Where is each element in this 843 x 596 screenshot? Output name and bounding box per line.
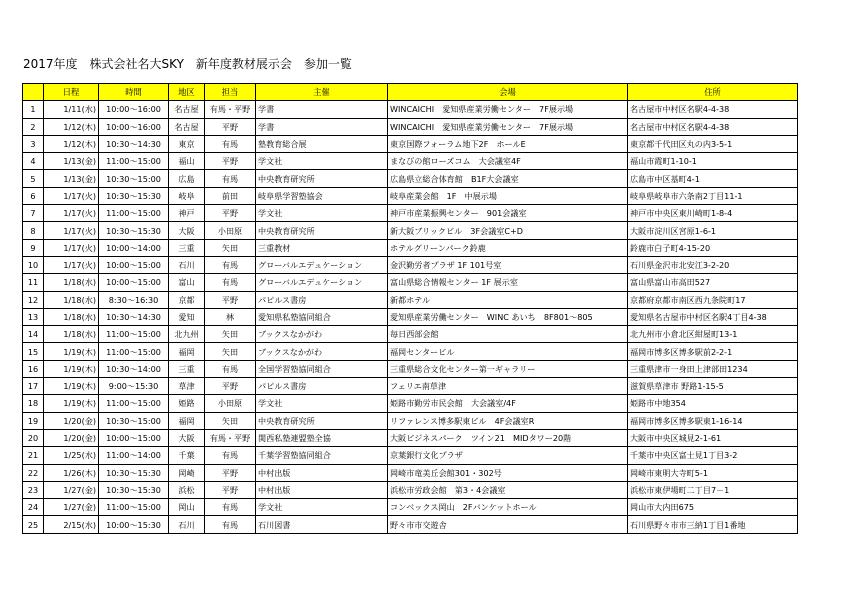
date-cell: 1/19(木) bbox=[44, 395, 99, 412]
venue-cell: 岐阜産業会館 1F 中展示場 bbox=[388, 187, 628, 204]
date-cell: 1/13(金) bbox=[44, 153, 99, 170]
time-cell: 9:00～15:30 bbox=[99, 378, 169, 395]
organizer-cell: 中村出版 bbox=[256, 481, 388, 498]
address-cell: 福岡市博多区博多駅前2-2-1 bbox=[628, 343, 798, 360]
time-cell: 10:30～15:00 bbox=[99, 170, 169, 187]
table-row bbox=[23, 326, 798, 343]
date-cell: 1/19(木) bbox=[44, 343, 99, 360]
table-row bbox=[23, 205, 798, 222]
staff-cell: 平野 bbox=[205, 378, 256, 395]
date-cell: 1/17(火) bbox=[44, 239, 99, 256]
organizer-cell: 塾教育総合展 bbox=[256, 135, 388, 152]
table-row bbox=[23, 481, 798, 498]
venue-cell: 広島県立総合体育館 B1F大会議室 bbox=[388, 170, 628, 187]
staff-cell: 有馬 bbox=[205, 360, 256, 377]
area-cell: 神戸 bbox=[169, 205, 205, 222]
time-cell: 11:00～15:00 bbox=[99, 395, 169, 412]
address-cell: 北九州市小倉北区紺屋町13-1 bbox=[628, 326, 798, 343]
staff-cell: 平野 bbox=[205, 205, 256, 222]
staff-cell: 平野 bbox=[205, 291, 256, 308]
area-cell: 石川 bbox=[169, 256, 205, 273]
time-cell: 10:30～14:00 bbox=[99, 360, 169, 377]
venue-cell: 岡崎市竜美丘会館301・302号 bbox=[388, 464, 628, 481]
venue-cell: WINCAICHI 愛知県産業労働センター 7F展示場 bbox=[388, 101, 628, 118]
venue-cell: ホテルグリーンパーク鈴鹿 bbox=[388, 239, 628, 256]
venue-cell: 新大阪ブリックビル 3F会議室C+D bbox=[388, 222, 628, 239]
staff-cell: 林 bbox=[205, 308, 256, 325]
area-cell: 愛知 bbox=[169, 308, 205, 325]
table-row bbox=[23, 412, 798, 429]
staff-cell: 有馬 bbox=[205, 447, 256, 464]
time-cell: 11:00～15:00 bbox=[99, 153, 169, 170]
organizer-cell: 関西私塾連盟塾全協 bbox=[256, 429, 388, 446]
date-cell: 1/19(木) bbox=[44, 360, 99, 377]
time-cell: 11:00～15:00 bbox=[99, 343, 169, 360]
date-cell: 1/18(水) bbox=[44, 291, 99, 308]
date-cell: 1/27(金) bbox=[44, 499, 99, 516]
venue-cell: 大阪ビジネスパーク ツイン21 MIDタワー20階 bbox=[388, 429, 628, 446]
venue-cell: コンベックス岡山 2Fバンケットホール bbox=[388, 499, 628, 516]
address-cell: 三重県津市一身田上津部田1234 bbox=[628, 360, 798, 377]
table-row bbox=[23, 516, 798, 533]
table-row bbox=[23, 378, 798, 395]
table-row bbox=[23, 153, 798, 170]
time-cell: 10:30～14:30 bbox=[99, 308, 169, 325]
address-cell: 姫路市中地354 bbox=[628, 395, 798, 412]
date-cell: 1/17(火) bbox=[44, 187, 99, 204]
table-row bbox=[23, 447, 798, 464]
time-cell: 10:00～15:00 bbox=[99, 256, 169, 273]
area-cell: 草津 bbox=[169, 378, 205, 395]
address-cell: 岐阜県岐阜市六条南2丁目11-1 bbox=[628, 187, 798, 204]
time-cell: 10:00～15:00 bbox=[99, 429, 169, 446]
area-cell: 北九州 bbox=[169, 326, 205, 343]
area-cell: 浜松 bbox=[169, 481, 205, 498]
organizer-cell: 中央教育研究所 bbox=[256, 170, 388, 187]
row-number: 4 bbox=[23, 153, 44, 170]
table-header-row bbox=[23, 84, 798, 101]
address-cell: 名古屋市中村区名駅4-4-38 bbox=[628, 118, 798, 135]
table-row bbox=[23, 256, 798, 273]
address-cell: 岡山市大内田675 bbox=[628, 499, 798, 516]
table-row bbox=[23, 464, 798, 481]
venue-cell: 京葉銀行文化プラザ bbox=[388, 447, 628, 464]
area-cell: 名古屋 bbox=[169, 118, 205, 135]
table-row bbox=[23, 343, 798, 360]
header-address: 住所 bbox=[628, 84, 798, 101]
venue-cell: 三重県総合文化センター第一ギャラリー bbox=[388, 360, 628, 377]
venue-cell: 神戸市産業振興センター 901会議室 bbox=[388, 205, 628, 222]
area-cell: 岐阜 bbox=[169, 187, 205, 204]
table-row bbox=[23, 291, 798, 308]
row-number: 7 bbox=[23, 205, 44, 222]
address-cell: 神戸市中央区東川崎町1-8-4 bbox=[628, 205, 798, 222]
area-cell: 福岡 bbox=[169, 343, 205, 360]
address-cell: 名古屋市中村区名駅4-4-38 bbox=[628, 101, 798, 118]
organizer-cell: パピルス書房 bbox=[256, 378, 388, 395]
area-cell: 三重 bbox=[169, 360, 205, 377]
date-cell: 1/17(火) bbox=[44, 222, 99, 239]
area-cell: 石川 bbox=[169, 516, 205, 533]
time-cell: 10:30～15:30 bbox=[99, 187, 169, 204]
area-cell: 富山 bbox=[169, 274, 205, 291]
row-number: 20 bbox=[23, 429, 44, 446]
address-cell: 石川県金沢市北安江3-2-20 bbox=[628, 256, 798, 273]
organizer-cell: 中村出版 bbox=[256, 464, 388, 481]
venue-cell: 愛知県産業労働センター WINC あいち 8F801～805 bbox=[388, 308, 628, 325]
organizer-cell: 全国学習塾協同組合 bbox=[256, 360, 388, 377]
venue-cell: リファレンス博多駅東ビル 4F会議室R bbox=[388, 412, 628, 429]
table-row bbox=[23, 360, 798, 377]
staff-cell: 有馬 bbox=[205, 256, 256, 273]
row-number: 13 bbox=[23, 308, 44, 325]
address-cell: 大阪市中央区城見2-1-61 bbox=[628, 429, 798, 446]
date-cell: 1/11(水) bbox=[44, 101, 99, 118]
row-number: 1 bbox=[23, 101, 44, 118]
time-cell: 11:00～15:00 bbox=[99, 205, 169, 222]
row-number: 2 bbox=[23, 118, 44, 135]
address-cell: 京都府京都市南区西九条院町17 bbox=[628, 291, 798, 308]
staff-cell: 平野 bbox=[205, 118, 256, 135]
time-cell: 10:30～14:30 bbox=[99, 135, 169, 152]
organizer-cell: 学文社 bbox=[256, 205, 388, 222]
address-cell: 東京都千代田区丸の内3-5-1 bbox=[628, 135, 798, 152]
address-cell: 大阪市淀川区宮原1-6-1 bbox=[628, 222, 798, 239]
date-cell: 1/20(金) bbox=[44, 412, 99, 429]
venue-cell: 福岡センタービル bbox=[388, 343, 628, 360]
staff-cell: 有馬 bbox=[205, 135, 256, 152]
area-cell: 福岡 bbox=[169, 412, 205, 429]
table-row bbox=[23, 274, 798, 291]
venue-cell: 野々市市交遊舎 bbox=[388, 516, 628, 533]
row-number: 3 bbox=[23, 135, 44, 152]
staff-cell: 平野 bbox=[205, 153, 256, 170]
date-cell: 2/15(水) bbox=[44, 516, 99, 533]
organizer-cell: 千葉学習塾協同組合 bbox=[256, 447, 388, 464]
time-cell: 10:30～15:30 bbox=[99, 464, 169, 481]
row-number: 23 bbox=[23, 481, 44, 498]
page-title: 2017年度 株式会社名大SKY 新年度教材展示会 参加一覧 bbox=[23, 57, 352, 71]
address-cell: 浜松市東伊場町二丁目7－1 bbox=[628, 481, 798, 498]
time-cell: 10:30～15:00 bbox=[99, 412, 169, 429]
header-no bbox=[23, 84, 44, 101]
address-cell: 鈴鹿市白子町4-15-20 bbox=[628, 239, 798, 256]
staff-cell: 前田 bbox=[205, 187, 256, 204]
area-cell: 福山 bbox=[169, 153, 205, 170]
date-cell: 1/12(木) bbox=[44, 118, 99, 135]
row-number: 14 bbox=[23, 326, 44, 343]
row-number: 18 bbox=[23, 395, 44, 412]
venue-cell: 新都ホテル bbox=[388, 291, 628, 308]
row-number: 16 bbox=[23, 360, 44, 377]
row-number: 25 bbox=[23, 516, 44, 533]
row-number: 17 bbox=[23, 378, 44, 395]
organizer-cell: 石川図書 bbox=[256, 516, 388, 533]
organizer-cell: ブックスなかがわ bbox=[256, 326, 388, 343]
time-cell: 11:00～15:00 bbox=[99, 499, 169, 516]
row-number: 15 bbox=[23, 343, 44, 360]
area-cell: 名古屋 bbox=[169, 101, 205, 118]
table-row bbox=[23, 118, 798, 135]
date-cell: 1/26(木) bbox=[44, 464, 99, 481]
header-time: 時間 bbox=[99, 84, 169, 101]
area-cell: 岡崎 bbox=[169, 464, 205, 481]
header-venue: 会場 bbox=[388, 84, 628, 101]
header-organizer: 主催 bbox=[256, 84, 388, 101]
organizer-cell: 中央教育研究所 bbox=[256, 222, 388, 239]
row-number: 9 bbox=[23, 239, 44, 256]
table-row bbox=[23, 308, 798, 325]
venue-cell: 富山県総合情報センター 1F 展示室 bbox=[388, 274, 628, 291]
row-number: 6 bbox=[23, 187, 44, 204]
area-cell: 姫路 bbox=[169, 395, 205, 412]
table-row bbox=[23, 135, 798, 152]
venue-cell: 浜松市労政会館 第3・4会議室 bbox=[388, 481, 628, 498]
area-cell: 大阪 bbox=[169, 429, 205, 446]
venue-cell: まなびの館ローズコム 大会議室4F bbox=[388, 153, 628, 170]
organizer-cell: 三重教材 bbox=[256, 239, 388, 256]
header-area: 地区 bbox=[169, 84, 205, 101]
address-cell: 愛知県名古屋市中村区名駅4丁目4-38 bbox=[628, 308, 798, 325]
venue-cell: 東京国際フォーラム地下2F ホールE bbox=[388, 135, 628, 152]
time-cell: 10:00～16:00 bbox=[99, 101, 169, 118]
organizer-cell: 学文社 bbox=[256, 395, 388, 412]
date-cell: 1/13(金) bbox=[44, 170, 99, 187]
time-cell: 10:00～15:30 bbox=[99, 516, 169, 533]
table-row bbox=[23, 499, 798, 516]
area-cell: 千葉 bbox=[169, 447, 205, 464]
date-cell: 1/18(水) bbox=[44, 274, 99, 291]
date-cell: 1/25(水) bbox=[44, 447, 99, 464]
table-row bbox=[23, 101, 798, 118]
address-cell: 石川県野々市市三納1丁目1番地 bbox=[628, 516, 798, 533]
date-cell: 1/18(水) bbox=[44, 326, 99, 343]
table-row bbox=[23, 239, 798, 256]
area-cell: 東京 bbox=[169, 135, 205, 152]
organizer-cell: 中央教育研究所 bbox=[256, 412, 388, 429]
time-cell: 8:30～16:30 bbox=[99, 291, 169, 308]
area-cell: 三重 bbox=[169, 239, 205, 256]
time-cell: 10:00～16:00 bbox=[99, 118, 169, 135]
time-cell: 10:00～15:00 bbox=[99, 274, 169, 291]
header-date: 日程 bbox=[44, 84, 99, 101]
venue-cell: WINCAICHI 愛知県産業労働センター 7F展示場 bbox=[388, 118, 628, 135]
time-cell: 11:00～15:00 bbox=[99, 326, 169, 343]
row-number: 11 bbox=[23, 274, 44, 291]
date-cell: 1/19(木) bbox=[44, 378, 99, 395]
row-number: 24 bbox=[23, 499, 44, 516]
date-cell: 1/20(金) bbox=[44, 429, 99, 446]
organizer-cell: グローバルエデュケーション bbox=[256, 274, 388, 291]
row-number: 8 bbox=[23, 222, 44, 239]
staff-cell: 矢田 bbox=[205, 326, 256, 343]
row-number: 21 bbox=[23, 447, 44, 464]
organizer-cell: 学書 bbox=[256, 118, 388, 135]
staff-cell: 矢田 bbox=[205, 343, 256, 360]
header-staff: 担当 bbox=[205, 84, 256, 101]
organizer-cell: ブックスなかがわ bbox=[256, 343, 388, 360]
table-row bbox=[23, 222, 798, 239]
exhibition-schedule-table bbox=[22, 83, 798, 534]
table-row bbox=[23, 187, 798, 204]
address-cell: 千葉市中央区富士見1丁目3-2 bbox=[628, 447, 798, 464]
venue-cell: 毎日西部会館 bbox=[388, 326, 628, 343]
staff-cell: 小田原 bbox=[205, 395, 256, 412]
organizer-cell: グローバルエデュケーション bbox=[256, 256, 388, 273]
table-row bbox=[23, 395, 798, 412]
area-cell: 大阪 bbox=[169, 222, 205, 239]
area-cell: 岡山 bbox=[169, 499, 205, 516]
area-cell: 広島 bbox=[169, 170, 205, 187]
address-cell: 福山市霞町1-10-1 bbox=[628, 153, 798, 170]
area-cell: 京都 bbox=[169, 291, 205, 308]
row-number: 12 bbox=[23, 291, 44, 308]
organizer-cell: 学文社 bbox=[256, 499, 388, 516]
staff-cell: 平野 bbox=[205, 481, 256, 498]
address-cell: 富山県富山市高田527 bbox=[628, 274, 798, 291]
row-number: 5 bbox=[23, 170, 44, 187]
date-cell: 1/18(水) bbox=[44, 308, 99, 325]
venue-cell: 金沢勤労者プラザ 1F 101号室 bbox=[388, 256, 628, 273]
row-number: 19 bbox=[23, 412, 44, 429]
staff-cell: 小田原 bbox=[205, 222, 256, 239]
table-row bbox=[23, 429, 798, 446]
row-number: 22 bbox=[23, 464, 44, 481]
time-cell: 10:30～15:30 bbox=[99, 481, 169, 498]
address-cell: 岡崎市東明大寺町5-1 bbox=[628, 464, 798, 481]
row-number: 10 bbox=[23, 256, 44, 273]
staff-cell: 平野 bbox=[205, 464, 256, 481]
venue-cell: フェリエ南草津 bbox=[388, 378, 628, 395]
staff-cell: 有馬・平野 bbox=[205, 101, 256, 118]
staff-cell: 有馬 bbox=[205, 516, 256, 533]
organizer-cell: 愛知県私塾協同組合 bbox=[256, 308, 388, 325]
staff-cell: 矢田 bbox=[205, 412, 256, 429]
address-cell: 広島市中区基町4-1 bbox=[628, 170, 798, 187]
address-cell: 滋賀県草津市 野路1-15-5 bbox=[628, 378, 798, 395]
organizer-cell: 学書 bbox=[256, 101, 388, 118]
date-cell: 1/17(火) bbox=[44, 205, 99, 222]
organizer-cell: パピルス書房 bbox=[256, 291, 388, 308]
date-cell: 1/27(金) bbox=[44, 481, 99, 498]
table-row bbox=[23, 170, 798, 187]
date-cell: 1/17(火) bbox=[44, 256, 99, 273]
staff-cell: 有馬 bbox=[205, 274, 256, 291]
time-cell: 10:30～15:30 bbox=[99, 222, 169, 239]
time-cell: 10:00～14:00 bbox=[99, 239, 169, 256]
staff-cell: 有馬 bbox=[205, 499, 256, 516]
organizer-cell: 学文社 bbox=[256, 153, 388, 170]
venue-cell: 姫路市勤労市民会館 大会議室/4F bbox=[388, 395, 628, 412]
staff-cell: 有馬・平野 bbox=[205, 429, 256, 446]
date-cell: 1/12(木) bbox=[44, 135, 99, 152]
address-cell: 福岡市博多区博多駅東1-16-14 bbox=[628, 412, 798, 429]
time-cell: 11:00～14:00 bbox=[99, 447, 169, 464]
staff-cell: 有馬 bbox=[205, 170, 256, 187]
staff-cell: 矢田 bbox=[205, 239, 256, 256]
organizer-cell: 岐阜県学習塾協会 bbox=[256, 187, 388, 204]
